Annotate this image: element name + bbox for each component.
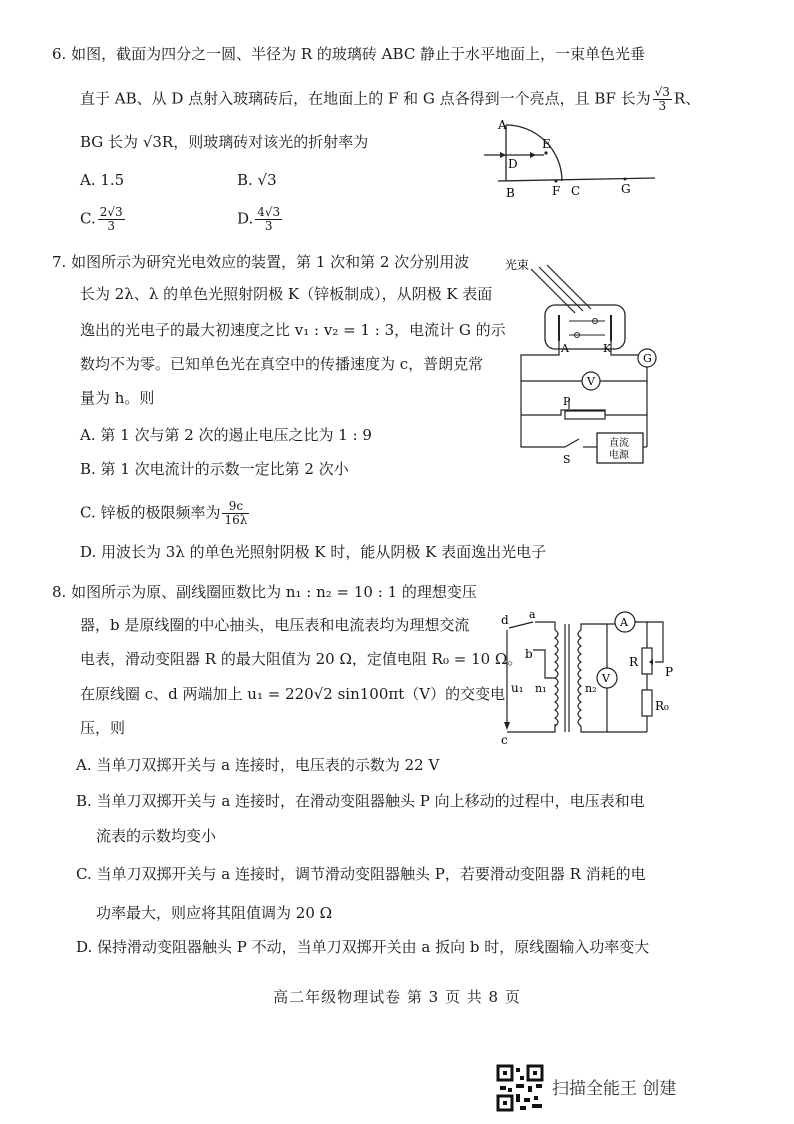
q8-option-d: D. 保持滑动变阻器触头 P 不动，当单刀双掷开关由 a 扳向 b 时，原线圈输入功率变大: [76, 938, 650, 956]
q7-figure: [505, 255, 665, 470]
q6-label-f: F: [552, 184, 561, 198]
q6-option-c-num: 2√3: [99, 205, 123, 219]
q8-label-n2: n₂: [585, 682, 597, 695]
q6-option-d: [237, 206, 284, 233]
q7-option-d: D. 用波长为 3λ 的单色光照射阴极 K 时，能从阴极 K 表面逸出光电子: [80, 543, 547, 561]
q6-line2: [80, 86, 700, 113]
q6-option-c-label: C.: [80, 209, 96, 228]
q6-label-a: A: [498, 118, 507, 132]
q6-option-a: A. 1.5: [80, 171, 125, 189]
q7-rheostat: [565, 411, 605, 419]
q8-line1: 8. 如图所示为原、副线圈匝数比为 n₁ : n₂ = 10 : 1 的理想变压: [52, 583, 477, 601]
q8-secondary-coil: [578, 630, 581, 726]
q7-label-a: A: [561, 342, 569, 355]
q6-ray-arrow-1: [500, 152, 506, 158]
q6-bf-den: 3: [658, 99, 667, 113]
q6-option-d-fraction: [255, 206, 282, 233]
q6-option-d-label: D.: [237, 209, 254, 228]
q6-option-d-den: 3: [264, 219, 273, 233]
q6-ground: [498, 178, 655, 181]
q8-secondary-bottom: [581, 726, 647, 732]
q7-line1: 7. 如图所示为研究光电效应的装置，第 1 次和第 2 次分别用波: [52, 253, 470, 271]
q8-option-c-line1: C. 当单刀双掷开关与 a 连接时，调节滑动变阻器触头 P，若要滑动变阻器 R 消耗的电: [76, 865, 646, 883]
q7-option-b: B. 第 1 次电流计的示数一定比第 2 次小: [80, 460, 349, 478]
q6-bf-fraction: [653, 86, 672, 113]
q8-input-arrow-head: [504, 722, 510, 730]
q8-option-b-line2: 流表的示数均变小: [96, 827, 217, 845]
q8-resistor-r0: [642, 690, 652, 716]
q6-label-b: B: [506, 186, 515, 200]
q6-point-g: [624, 178, 627, 181]
q8-line2: 器，b 是原线圈的中心抽头，电压表和电流表均为理想交流: [80, 616, 470, 634]
q8-label-v: V: [602, 672, 610, 685]
q7-label-p: P: [563, 395, 571, 408]
q6-point-e: [544, 151, 547, 154]
q6-line3: BG 长为 √3R，则玻璃砖对该光的折射率为: [80, 133, 369, 151]
qr-code-icon: [496, 1064, 544, 1112]
q8-switch-blade: [509, 622, 533, 628]
q6-label-d: D: [508, 157, 518, 171]
q8-line5: 压，则: [80, 719, 126, 737]
q8-primary-bottom: [507, 724, 555, 732]
q8-label-n1: n₁: [535, 682, 547, 695]
q6-label-e: E: [542, 137, 551, 151]
q7-label-source-2: 电源: [609, 450, 629, 461]
q7-line3: 逸出的光电子的最大初速度之比 v₁ : v₂ = 1 : 3，电流计 G 的示: [80, 321, 506, 339]
q6-option-c: [80, 206, 127, 233]
q7-label-k: K: [603, 342, 612, 355]
q7-label-beam: 光束: [505, 258, 530, 272]
q7-tube: [545, 305, 625, 349]
q7-label-source-1: 直流: [609, 438, 629, 449]
q8-label-p: P: [665, 665, 674, 679]
q6-bf-num: √3: [654, 85, 670, 99]
q8-label-b: b: [525, 647, 533, 661]
q6-option-d-num: 4√3: [257, 205, 281, 219]
q8-primary-coil: [555, 630, 558, 726]
q7-option-c-pre: C. 锌板的极限频率为: [80, 503, 221, 522]
q6-option-b: B. √3: [237, 171, 277, 189]
q6-label-c: C: [571, 184, 581, 198]
q8-primary-top: [535, 622, 555, 630]
q6-label-g: G: [621, 182, 631, 196]
q8-label-c: c: [501, 733, 508, 747]
q7-beam-ray-3: [547, 265, 591, 309]
q8-label-r0: R₀: [655, 699, 669, 713]
q7-line4: 数均不为零。已知单色光在真空中的传播速度为 c，普朗克常: [80, 355, 484, 373]
q6-option-c-fraction: [98, 206, 125, 233]
q8-option-a: A. 当单刀双掷开关与 a 连接时，电压表的示数为 22 V: [76, 756, 440, 774]
q8-line3: 电表，滑动变阻器 R 的最大阻值为 20 Ω，定值电阻 R₀ = 10 Ω。: [80, 650, 523, 668]
q7-option-a: A. 第 1 次与第 2 次的遏止电压之比为 1 : 9: [80, 426, 372, 444]
q7-option-c-fraction: [222, 500, 249, 527]
q8-tap-b: [533, 650, 555, 678]
q6-option-c-den: 3: [107, 219, 115, 233]
q8-label-d: d: [501, 613, 509, 627]
q7-label-v: V: [587, 375, 595, 388]
q8-label-ammeter: A: [620, 616, 628, 629]
q7-line5: 量为 h。则: [80, 389, 155, 407]
q8-option-c-line2: 功率最大，则应将其阻值调为 20 Ω: [96, 904, 333, 922]
q8-label-a: a: [529, 608, 536, 621]
q7-beam-ray-1: [531, 269, 575, 313]
q7-label-s: S: [563, 453, 571, 466]
q6-line1: 6. 如图，截面为四分之一圆、半径为 R 的玻璃砖 ABC 静止于水平地面上，一束单色光垂: [52, 45, 646, 63]
q8-label-r: R: [629, 655, 639, 669]
q7-label-g: G: [643, 352, 652, 365]
q7-wire-left: [521, 341, 565, 447]
q6-line2-post: R、: [673, 89, 701, 108]
q7-switch: [565, 439, 579, 447]
q7-option-c-num: 9c: [222, 500, 249, 514]
q6-ray-arrow-2: [530, 152, 536, 158]
scanner-watermark: 扫描全能王 创建: [552, 1079, 677, 1099]
q7-line2: 长为 2λ、λ 的单色光照射阴极 K（锌板制成），从阴极 K 表面: [80, 285, 493, 303]
q6-figure: [470, 115, 670, 205]
q6-line2-pre: 直于 AB、从 D 点射入玻璃砖后，在地面上的 F 和 G 点各得到一个亮点，且 BF 长为: [80, 89, 651, 108]
q6-point-f: [555, 180, 558, 183]
q6-arc: [506, 125, 562, 181]
q7-option-c: [80, 500, 251, 527]
q8-label-u1: u₁: [511, 681, 524, 695]
q7-option-c-den: 16λ: [224, 513, 248, 527]
q8-figure: [495, 608, 685, 748]
q8-option-b-line1: B. 当单刀双掷开关与 a 连接时，在滑动变阻器触头 P 向上移动的过程中，电压表和电: [76, 792, 645, 810]
page-footer: 高二年级物理试卷 第 3 页 共 8 页: [273, 988, 521, 1006]
q8-line4: 在原线圈 c、d 两端加上 u₁ = 220√2 sin100πt（V）的交变电: [80, 685, 506, 703]
